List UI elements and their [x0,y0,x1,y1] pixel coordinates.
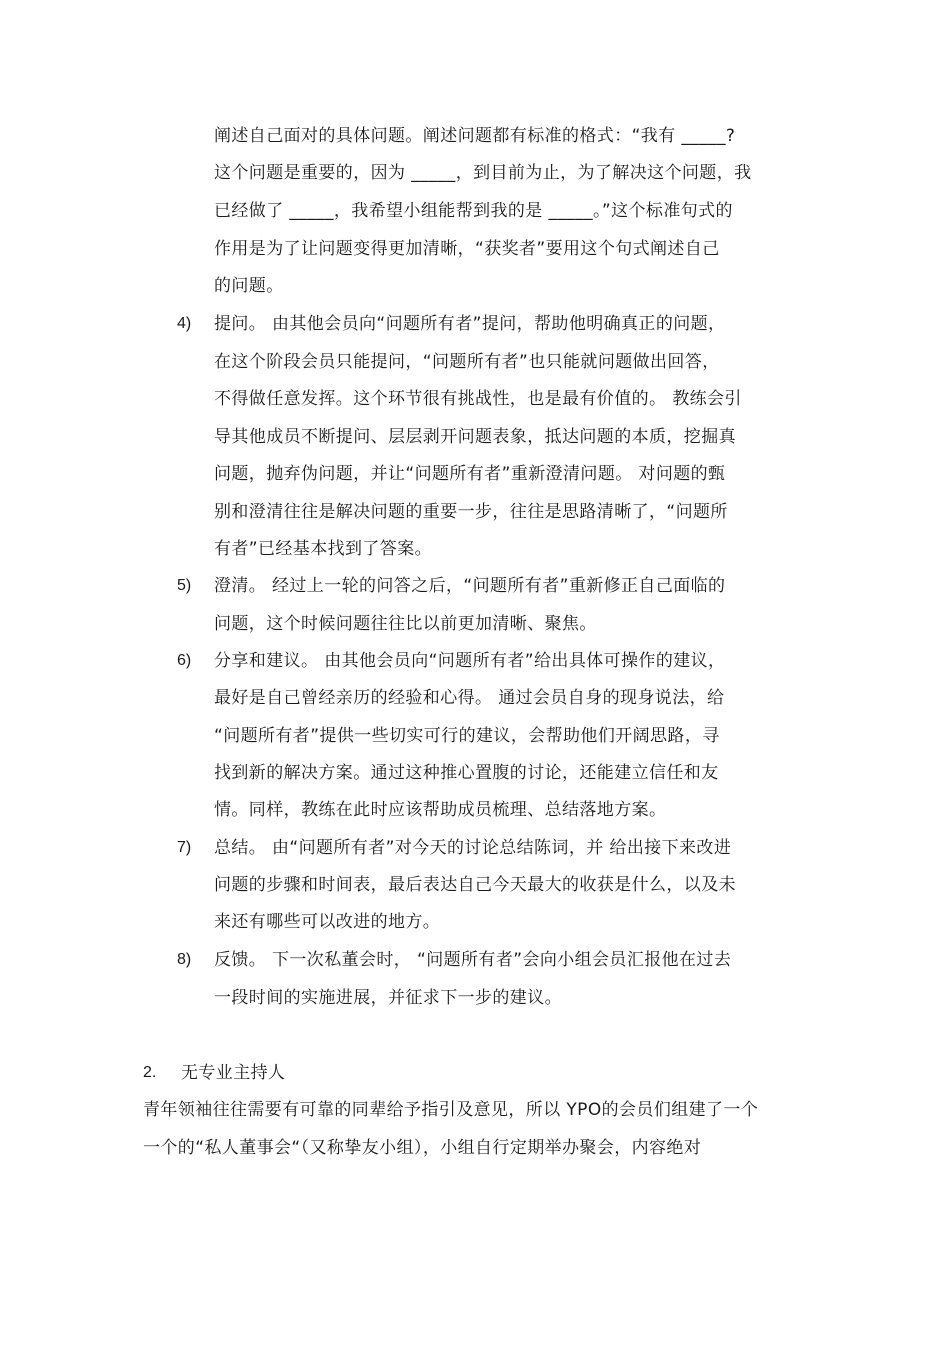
section-line: 青年领袖往往需要有可靠的同辈给予指引及意见，所以 YPO的会员们组建了一个 [143,1100,759,1120]
list-item-line: 导其他成员不断提问、层层剥开问题表象，抵达问题的本质，挖掘真 [214,427,736,447]
intro-line: 阐述自己面对的具体问题。阐述问题都有标准的格式：“我有 _____? [214,126,736,146]
list-item-line: 提问。 由其他会员向“问题所有者”提问，帮助他明确真正的问题， [214,314,726,334]
list-item-line: 问题的步骤和时间表，最后表达自己今天最大的收获是什么，以及未 [214,875,736,895]
list-item-number: 4) [177,315,192,332]
list-item-line: 不得做任意发挥。这个环节很有挑战性，也是最有价值的。 教练会引 [214,389,742,409]
list-item-number: 5) [177,577,192,594]
list-item-line: 总结。 由“问题所有者”对今天的讨论总结陈词，并 给出接下来改进 [214,838,732,858]
list-item-line: 在这个阶段会员只能提问，“问题所有者”也只能就问题做出回答， [214,352,720,372]
section-line: 一个的“私人董事会“（又称挚友小组），小组自行定期举办聚会，内容绝对 [143,1138,702,1158]
intro-line: 这个问题是重要的，因为 _____，到目前为止，为了解决这个问题，我 [214,163,752,183]
list-item-line: “问题所有者”提供一些切实可行的建议，会帮助他们开阔思路，寻 [214,726,720,746]
list-item-number: 6) [177,652,192,669]
list-item-number: 8) [177,951,192,968]
intro-line: 作用是为了让问题变得更加清晰，“获奖者”要用这个句式阐述自己 [214,239,720,259]
list-item-line: 最好是自己曾经亲历的经验和心得。 通过会员自身的现身说法，给 [214,688,725,708]
intro-line: 的问题。 [214,276,284,296]
list-item-line: 反馈。 下一次私董会时， “问题所有者”会向小组会员汇报他在过去 [214,950,732,970]
list-item-line: 问题，抛弃伪问题，并让“问题所有者”重新澄清问题。 对问题的甄 [214,464,726,484]
list-item-line: 问题，这个时候问题往往比以前更加清晰、聚焦。 [214,614,597,634]
list-item-line: 情。同样，教练在此时应该帮助成员梳理、总结落地方案。 [214,800,667,820]
section-title: 无专业主持人 [181,1063,286,1083]
list-item-number: 7) [177,839,192,856]
section-number: 2. [143,1064,157,1081]
list-item-line: 有者”已经基本找到了答案。 [214,539,433,559]
list-item-line: 别和澄清往往是解决问题的重要一步，往往是思路清晰了，“问题所 [214,502,728,522]
list-item-line: 来还有哪些可以改进的地方。 [214,912,441,932]
list-item-line: 找到新的解决方案。通过这种推心置腹的讨论，还能建立信任和友 [214,763,719,783]
list-item-line: 澄清。 经过上一轮的问答之后，“问题所有者”重新修正自己面临的 [214,576,726,596]
list-item-line: 一段时间的实施进展，并征求下一步的建议。 [214,988,562,1008]
intro-line: 已经做了 _____，我希望小组能帮到我的是 _____。”这个标准句式的 [214,201,733,221]
list-item-line: 分享和建议。 由其他会员向“问题所有者”给出具体可操作的建议， [214,651,726,671]
